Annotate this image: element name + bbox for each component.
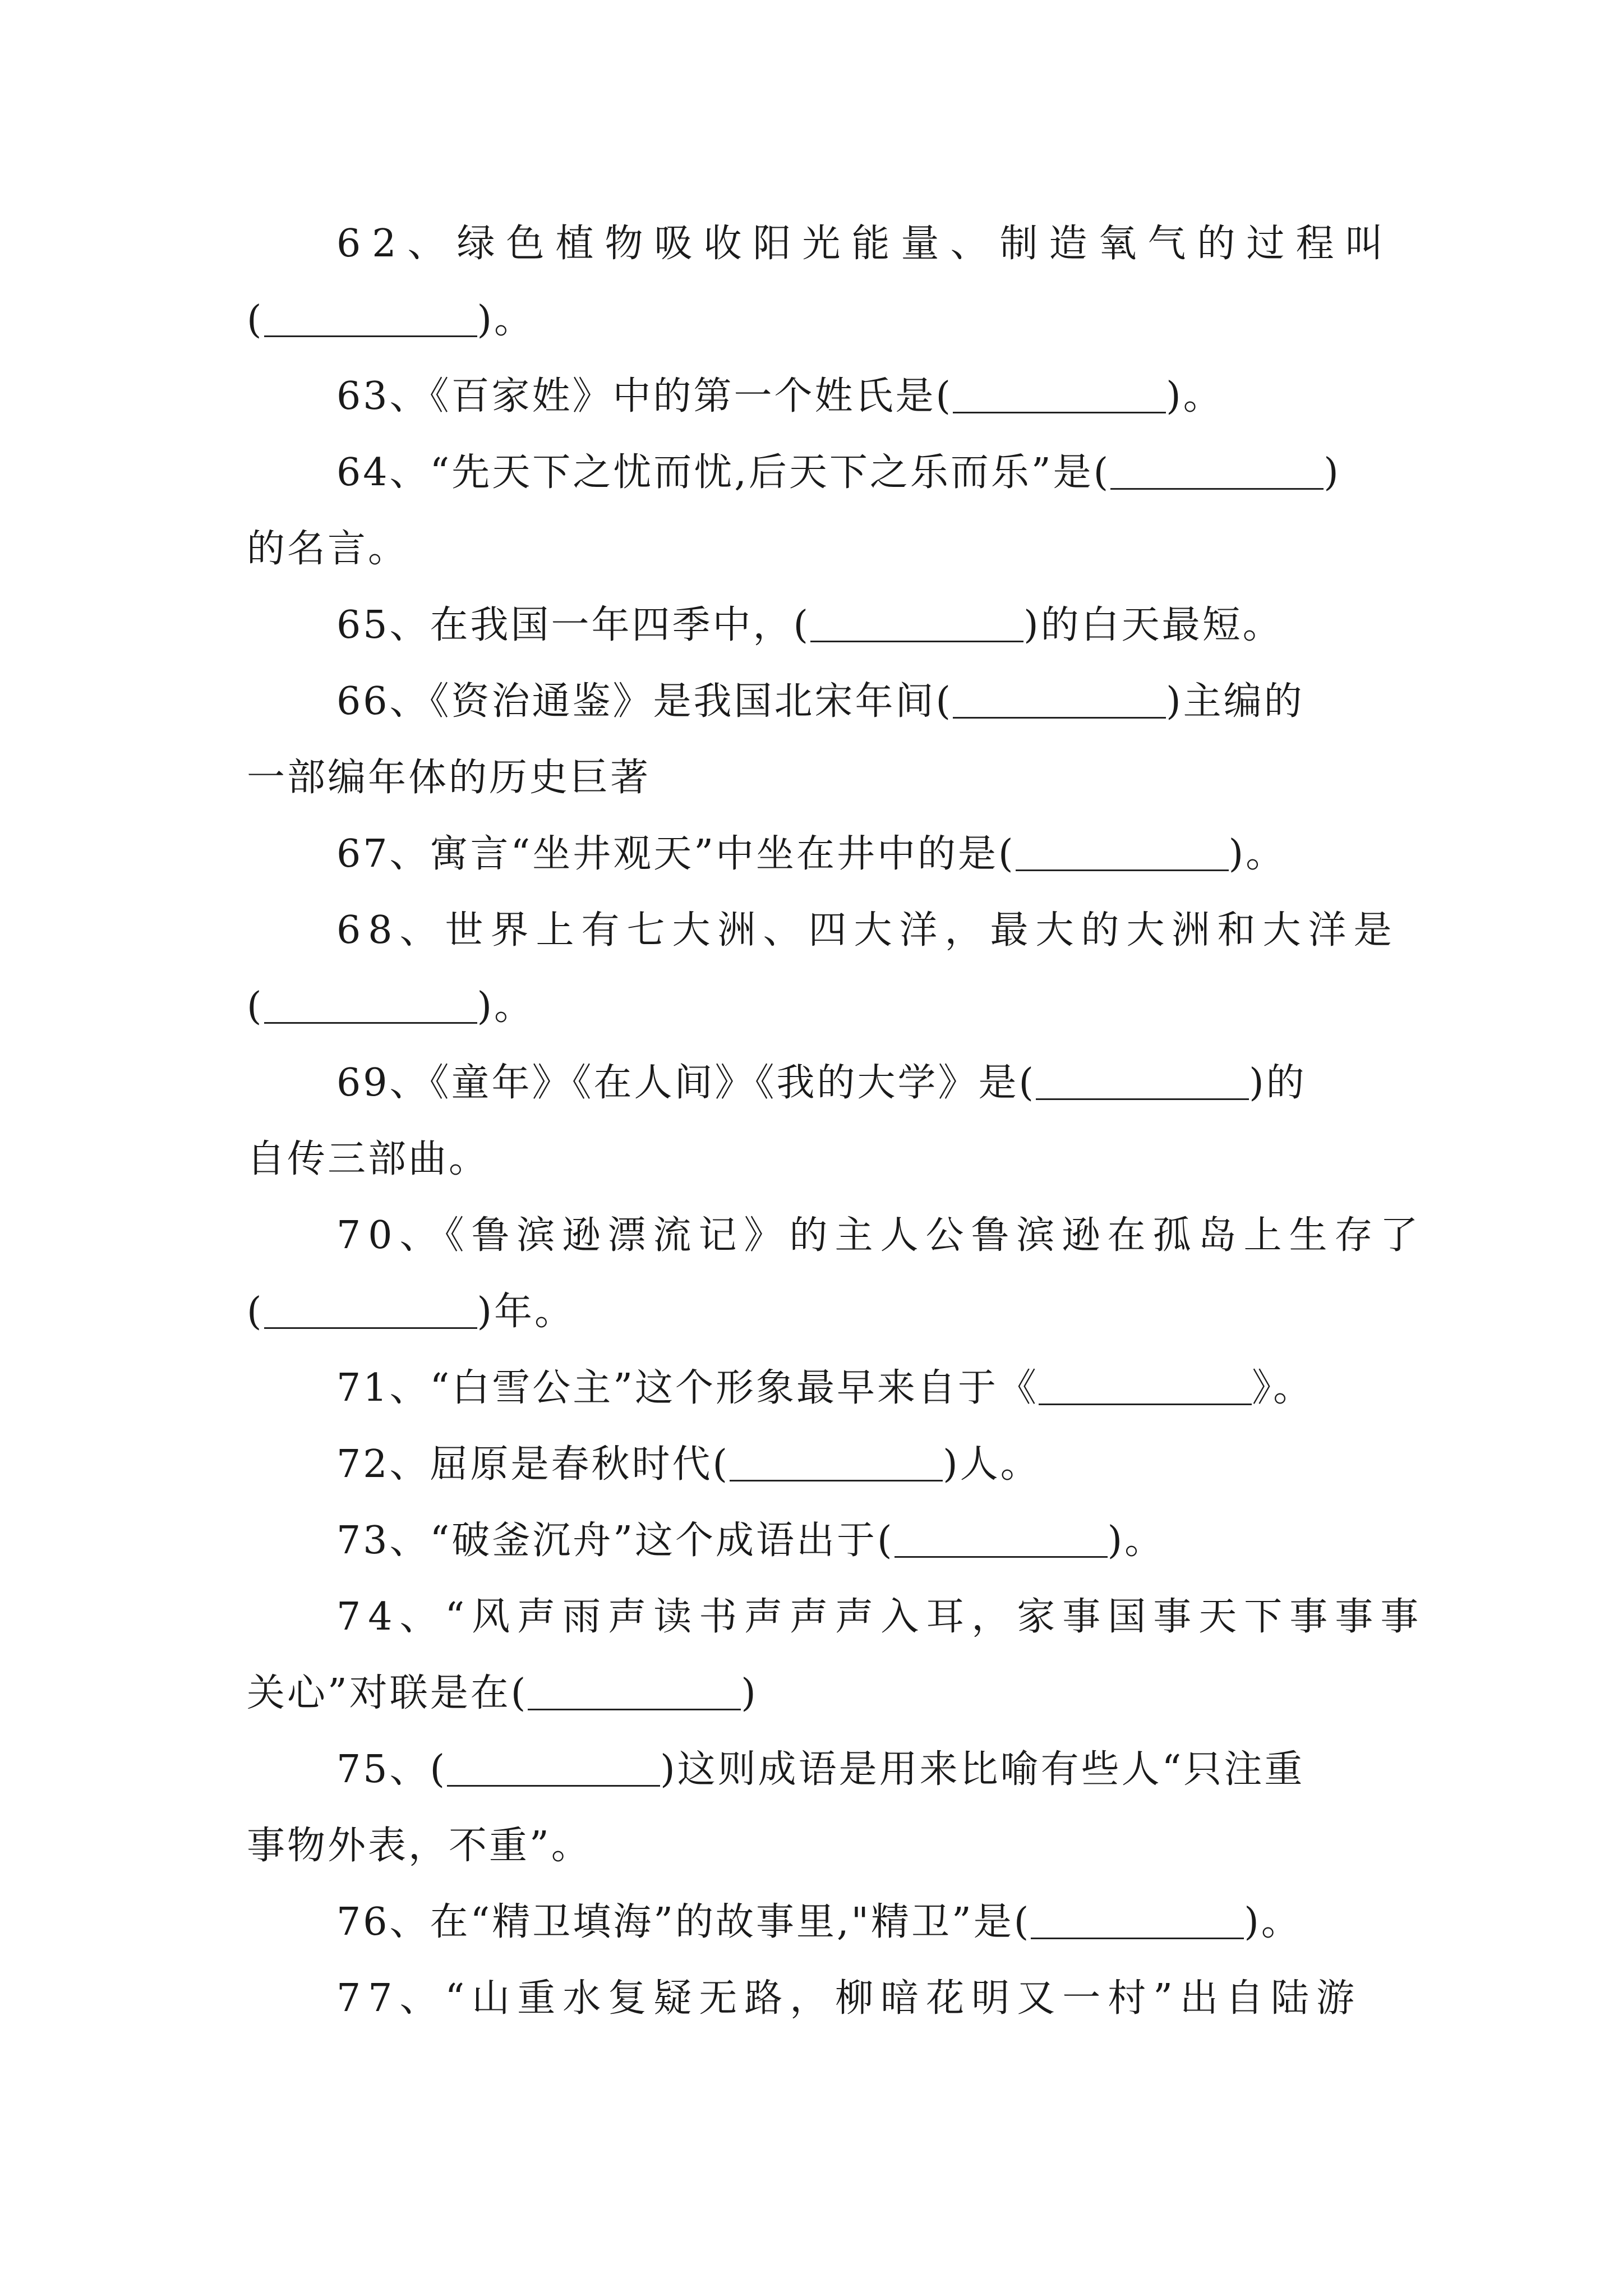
- answer-blank[interactable]: [528, 1675, 741, 1710]
- line-text-after: ): [741, 1671, 758, 1715]
- line-text: 75、(: [336, 1747, 448, 1792]
- question-64-line-2: [247, 527, 1424, 572]
- answer-blank[interactable]: [1031, 1904, 1244, 1939]
- line-text: 关心”对联是在(: [247, 1671, 528, 1715]
- question-73: [336, 1519, 1514, 1563]
- line-text-after: )主编的: [1166, 679, 1304, 724]
- line-text: 72、屈原是春秋时代(: [336, 1442, 730, 1487]
- answer-blank[interactable]: [264, 302, 477, 337]
- question-70-line-1: [336, 1213, 1514, 1258]
- line-text: 67、寓言“坐井观天”中坐在井中的是(: [336, 832, 1016, 876]
- line-text: 76、在“精卫填海”的故事里,"精卫”是(: [336, 1900, 1031, 1944]
- line-text-after: ): [1324, 450, 1341, 495]
- line-text-after: 》。: [1252, 1366, 1314, 1410]
- question-65: [336, 603, 1514, 648]
- question-70-line-2: [247, 1290, 1424, 1335]
- line-text-after: )。: [477, 298, 535, 342]
- line-text: 63、《百家姓》中的第一个姓氏是(: [336, 374, 953, 418]
- question-66-line-2: [247, 756, 1424, 800]
- answer-blank[interactable]: [810, 607, 1023, 642]
- line-text-after: )年。: [477, 1290, 575, 1334]
- question-68-line-1: [336, 908, 1514, 953]
- question-68-line-2: [247, 984, 1424, 1029]
- question-72: [336, 1442, 1514, 1487]
- answer-blank[interactable]: [953, 683, 1166, 719]
- line-text: (: [247, 984, 264, 1029]
- line-text: 66、《资治通鉴》是我国北宋年间(: [336, 679, 953, 724]
- answer-blank[interactable]: [730, 1446, 943, 1481]
- line-text: 74、“风声雨声读书声声声入耳，家事国事天下事事事: [336, 1595, 1426, 1639]
- line-text: 77、“山重水复疑无路，柳暗花明又一村”出自陆游: [336, 1976, 1362, 2021]
- line-text: (: [247, 1290, 264, 1334]
- line-text-after: )。: [1228, 832, 1287, 876]
- line-text: 71、“白雪公主”这个形象最早来自于《: [336, 1366, 1039, 1410]
- line-text-after: )人。: [943, 1442, 1041, 1487]
- answer-blank[interactable]: [1039, 1370, 1252, 1405]
- line-text: 73、“破釜沉舟”这个成语出于(: [336, 1519, 895, 1563]
- line-text: 事物外表，不重”。: [247, 1824, 592, 1868]
- answer-blank[interactable]: [953, 378, 1166, 413]
- line-text-after: )。: [1166, 374, 1224, 418]
- answer-blank[interactable]: [1036, 1065, 1249, 1100]
- question-75-line-2: [247, 1824, 1424, 1869]
- line-text: 69、《童年》《在人间》《我的大学》是(: [336, 1061, 1036, 1105]
- answer-blank[interactable]: [895, 1522, 1108, 1558]
- line-text: 自传三部曲。: [247, 1137, 490, 1181]
- question-66-line-1: [336, 679, 1514, 724]
- line-text: (: [247, 298, 264, 342]
- line-text-after: )的白天最短。: [1023, 603, 1283, 647]
- line-text: 68、世界上有七大洲、四大洋，最大的大洲和大洋是: [336, 908, 1399, 953]
- line-text-after: )这则成语是用来比喻有些人“只注重: [660, 1747, 1305, 1792]
- question-69-line-1: [336, 1061, 1514, 1106]
- line-text-after: )。: [477, 984, 535, 1029]
- question-64-line-1: [336, 450, 1514, 495]
- question-75-line-1: [336, 1747, 1514, 1792]
- answer-blank[interactable]: [1016, 836, 1229, 871]
- question-63: [336, 374, 1514, 419]
- question-76: [336, 1900, 1514, 1945]
- line-text: 62、绿色植物吸收阳光能量、制造氧气的过程叫: [336, 222, 1395, 266]
- answer-blank[interactable]: [447, 1751, 660, 1787]
- question-62-line-2: [247, 298, 1424, 343]
- question-62-line-1: [336, 222, 1514, 266]
- line-text-after: )。: [1107, 1519, 1165, 1563]
- answer-blank[interactable]: [1110, 454, 1324, 490]
- line-text: 64、“先天下之忧而忧,后天下之乐而乐”是(: [336, 450, 1111, 495]
- question-69-line-2: [247, 1137, 1424, 1182]
- line-text-after: )的: [1249, 1061, 1307, 1105]
- line-text: 70、《鲁滨逊漂流记》的主人公鲁滨逊在孤岛上生存了: [336, 1213, 1426, 1258]
- answer-blank[interactable]: [264, 1294, 477, 1329]
- question-67: [336, 832, 1514, 877]
- question-71: [336, 1366, 1514, 1411]
- question-74-line-2: [247, 1671, 1424, 1716]
- answer-blank[interactable]: [264, 988, 477, 1024]
- line-text: 的名言。: [247, 527, 409, 571]
- line-text-after: )。: [1244, 1900, 1302, 1944]
- line-text: 65、在我国一年四季中，(: [336, 603, 811, 647]
- question-74-line-1: [336, 1595, 1514, 1640]
- question-77-line-1: [336, 1976, 1514, 2021]
- line-text: 一部编年体的历史巨著: [247, 756, 651, 800]
